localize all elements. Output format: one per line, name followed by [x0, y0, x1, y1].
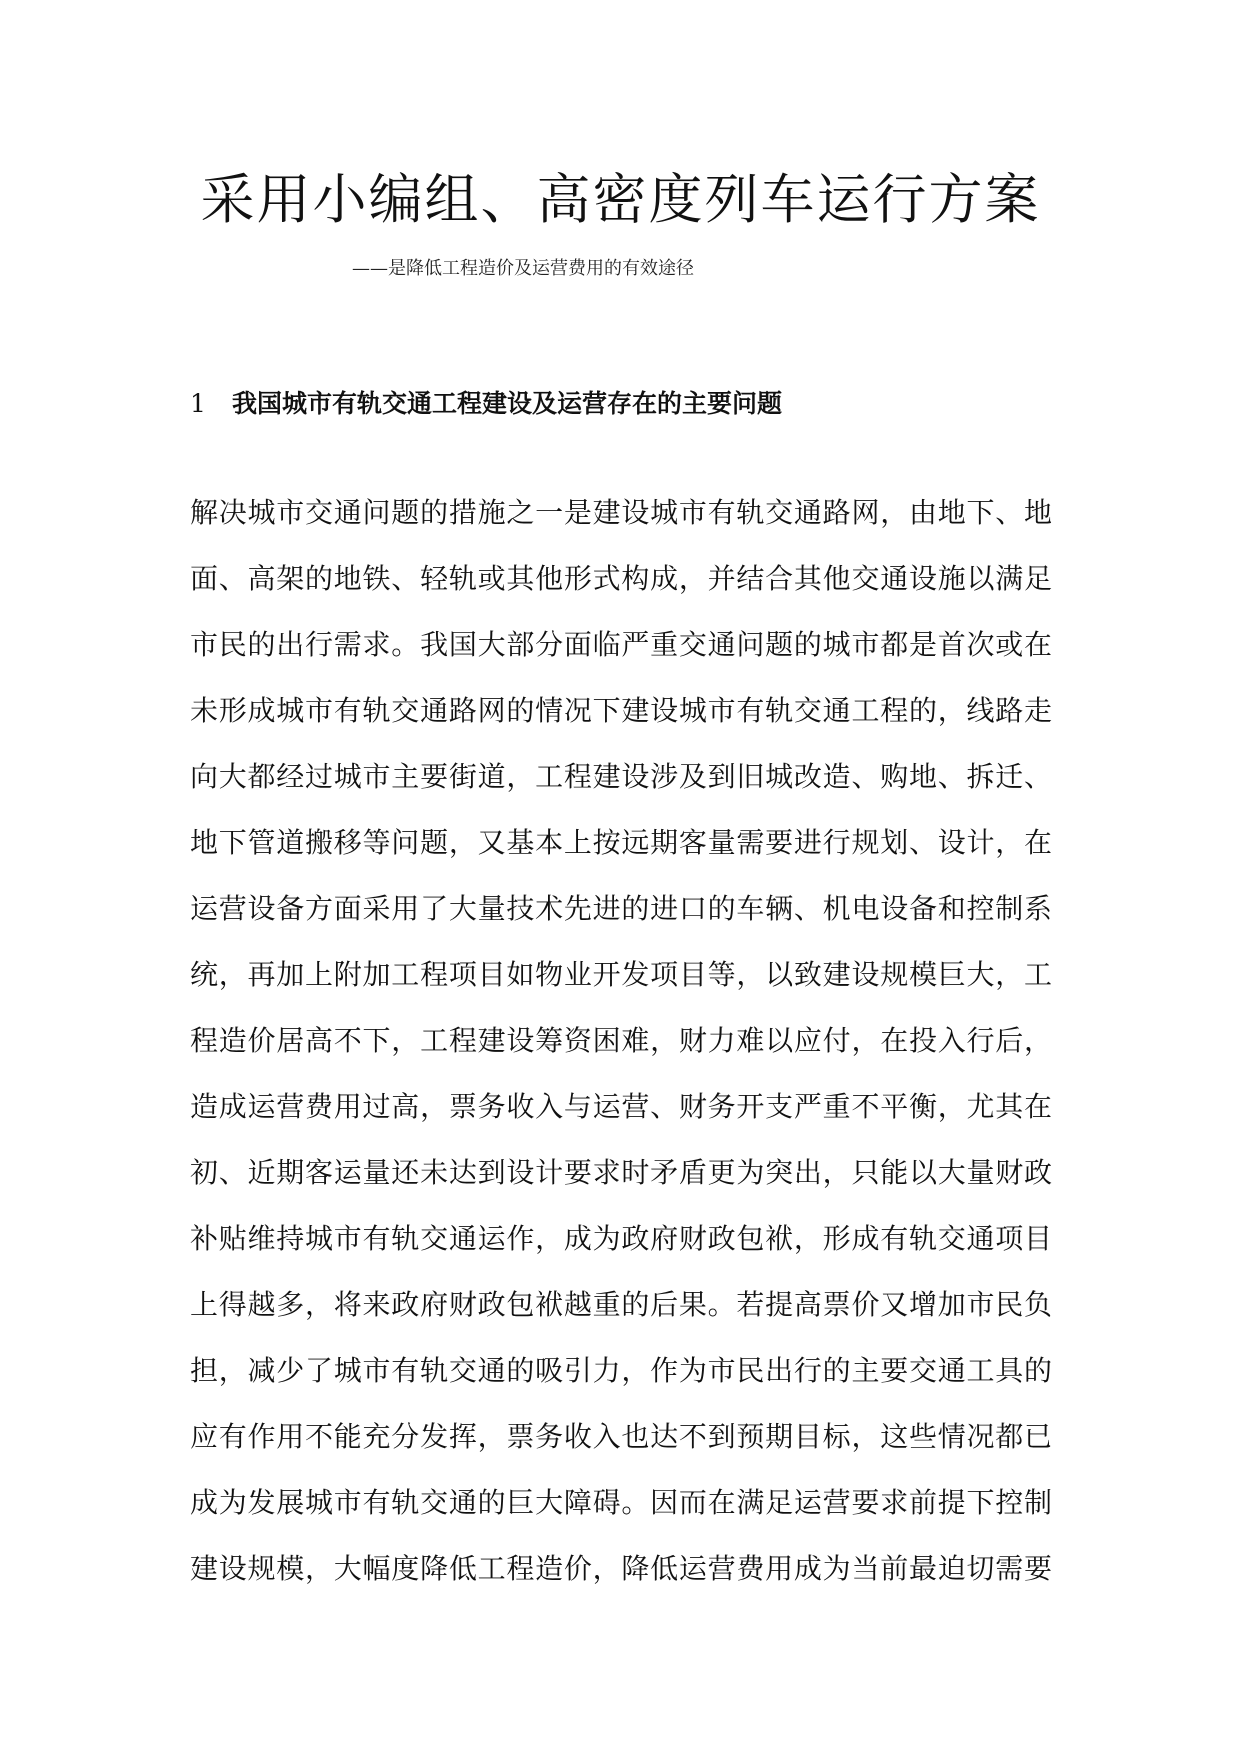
- paragraph-line: 补贴维持城市有轨交通运作，成为政府财政包袱，形成有轨交通项目: [190, 1222, 1052, 1255]
- paragraph-line: 担，减少了城市有轨交通的吸引力，作为市民出行的主要交通工具的: [190, 1354, 1052, 1387]
- paragraph-line: 面、高架的地铁、轻轨或其他形式构成，并结合其他交通设施以满足: [190, 562, 1052, 595]
- paragraph-line: 应有作用不能充分发挥，票务收入也达不到预期目标，这些情况都已: [190, 1420, 1052, 1453]
- document-subtitle: ——是降低工程造价及运营费用的有效途径: [352, 258, 694, 279]
- paragraph-line: 市民的出行需求。我国大部分面临严重交通问题的城市都是首次或在: [190, 628, 1052, 661]
- paragraph-line: 未形成城市有轨交通路网的情况下建设城市有轨交通工程的，线路走: [190, 694, 1052, 727]
- document-title: 采用小编组、高密度列车运行方案: [200, 168, 1041, 231]
- paragraph-line: 向大都经过城市主要街道，工程建设涉及到旧城改造、购地、拆迁、: [190, 760, 1052, 793]
- section-number: 1: [190, 389, 206, 418]
- paragraph-line: 运营设备方面采用了大量技术先进的进口的车辆、机电设备和控制系: [190, 892, 1052, 925]
- paragraph-line: 初、近期客运量还未达到设计要求时矛盾更为突出，只能以大量财政: [190, 1156, 1052, 1189]
- paragraph-line: 解决城市交通问题的措施之一是建设城市有轨交通路网，由地下、地: [190, 496, 1052, 529]
- paragraph-line: 统，再加上附加工程项目如物业开发项目等，以致建设规模巨大，工: [190, 958, 1052, 991]
- paragraph-line: 建设规模，大幅度降低工程造价，降低运营费用成为当前最迫切需要: [190, 1552, 1052, 1585]
- paragraph-line: 造成运营费用过高，票务收入与运营、财务开支严重不平衡，尤其在: [190, 1090, 1052, 1123]
- paragraph-line: 上得越多，将来政府财政包袱越重的后果。若提高票价又增加市民负: [190, 1288, 1052, 1321]
- section-heading-text: 我国城市有轨交通工程建设及运营存在的主要问题: [232, 389, 783, 418]
- paragraph-line: 程造价居高不下，工程建设筹资困难，财力难以应付，在投入行后，: [190, 1024, 1052, 1057]
- body-paragraph: [190, 480, 1052, 1602]
- section-heading: [190, 384, 782, 424]
- paragraph-line: 地下管道搬移等问题，又基本上按远期客量需要进行规划、设计，在: [190, 826, 1052, 859]
- paragraph-line: 成为发展城市有轨交通的巨大障碍。因而在满足运营要求前提下控制: [190, 1486, 1052, 1519]
